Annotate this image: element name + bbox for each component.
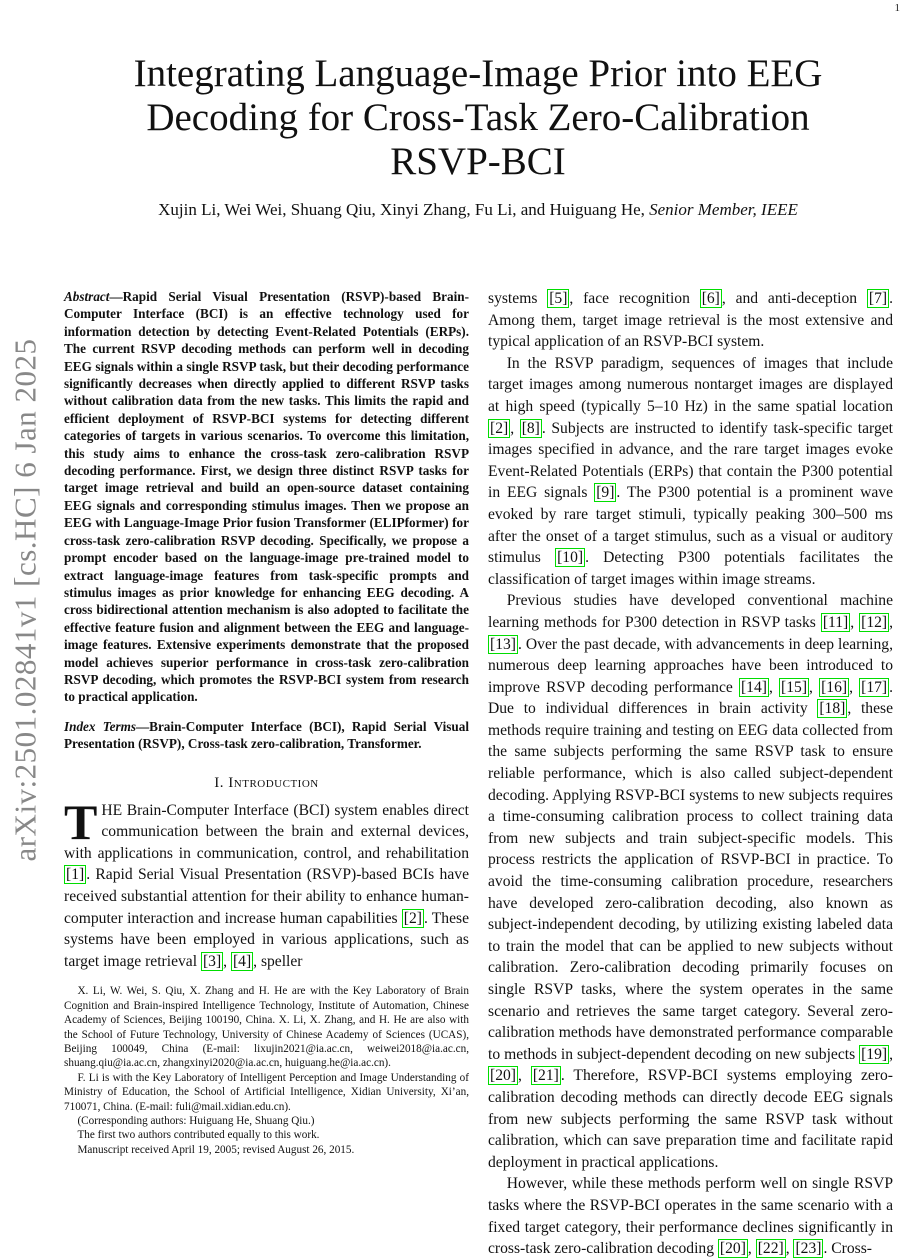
text-run: Previous studies have developed conventional machine learning methods for P300 detection in RSVP tasks xyxy=(488,592,893,631)
citation-link[interactable]: [5] xyxy=(549,290,568,307)
section-title: Introduction xyxy=(228,774,319,791)
text-run: . These systems have been employed in various applications, such as target image retrieval xyxy=(64,909,469,970)
citation-link[interactable]: [21] xyxy=(532,1067,559,1085)
text-run: . Detecting P300 potentials facilitates the classification of target images within image streams. xyxy=(488,549,893,588)
text-run: . Cross- xyxy=(823,1240,872,1258)
index-terms-label: Index Terms xyxy=(64,718,136,734)
text-run: , xyxy=(809,678,820,696)
citation-link[interactable]: [9] xyxy=(596,484,615,502)
citation-link[interactable]: [15] xyxy=(781,678,808,696)
footnote: (Corresponding authors: Huiguang He, Shuang Qiu.) xyxy=(77,1114,315,1127)
text-run: , face recognition xyxy=(569,290,700,307)
arxiv-stamp-text: arXiv:2501.02841v1 [cs.HC] 6 Jan 2025 xyxy=(8,338,43,862)
section-heading xyxy=(64,775,469,792)
text-run: , xyxy=(510,419,520,437)
footnote: F. Li is with the Key Laboratory of Intelligent Perception and Image Understanding of Ministry of Education, the School of Artificial Intelligence, Xidian University, Xi’an, 710071, China. (E-mail: fuli@mail.xidian.edu.cn). xyxy=(64,1071,469,1113)
title-line: Decoding for Cross-Task Zero-Calibration xyxy=(146,96,810,139)
text-run: In the RSVP paradigm, sequences of images that include target images among numerous nontarget images are displayed at high speed (typically 5–10 Hz) in the same spatial location xyxy=(488,354,893,415)
text-run: systems xyxy=(488,290,548,307)
footnotes xyxy=(64,984,469,1157)
body-paragraph xyxy=(488,1173,893,1259)
citation-link[interactable]: [2] xyxy=(403,909,422,927)
text-run: . Among them, target image retrieval is the most extensive and typical application of an RSVP-BCI system. xyxy=(488,290,893,351)
text-run: . Rapid Serial Visual Presentation (RSVP)-based BCIs have received substantial attention for their ability to enhance human-computer interaction and increase human capabilities xyxy=(64,866,469,927)
paper-title xyxy=(60,52,896,184)
left-column xyxy=(64,288,469,1157)
text-run: , xyxy=(850,613,860,631)
citation-link[interactable]: [17] xyxy=(861,678,888,696)
text-run: . The P300 potential is a prominent wave evoked by rare target stimuli, typically peaking 300–500 ms after the onset of a target stimulus, such as a visual or auditory stimulus xyxy=(488,484,893,567)
text-run: . Therefore, RSVP-BCI systems employing zero-calibration decoding methods can directly decode EEG signals from new subjects performing the same RSVP task without calibration, which can save preparation time and facilitate rapid deployment in practical applications. xyxy=(488,1067,893,1171)
text-run: , xyxy=(223,952,231,970)
index-terms-text: —Brain-Computer Interface (BCI), Rapid Serial Visual Presentation (RSVP), Cross-task zero-calibration, Transformer. xyxy=(64,718,469,752)
citation-link[interactable]: [20] xyxy=(490,1067,516,1085)
citation-link[interactable]: [14] xyxy=(740,678,767,696)
footnote: The first two authors contributed equally to this work. xyxy=(77,1129,320,1142)
arxiv-stamp xyxy=(4,320,48,880)
title-line: Integrating Language-Image Prior into EEG xyxy=(133,52,823,95)
text-run: , xyxy=(889,1045,893,1063)
author-list xyxy=(60,200,896,220)
citation-link[interactable]: [3] xyxy=(202,952,222,970)
citation-link[interactable]: [16] xyxy=(821,678,848,696)
text-run: , xyxy=(768,678,780,696)
body-paragraph xyxy=(488,288,893,353)
citation-link[interactable]: [7] xyxy=(868,290,888,307)
text-run: . Due to individual differences in brain activity xyxy=(488,678,894,718)
citation-link[interactable]: [22] xyxy=(757,1240,784,1258)
citation-link[interactable]: [6] xyxy=(701,290,720,307)
body-paragraph xyxy=(488,353,893,591)
text-run: , these methods require training and testing on EEG data collected from the same subjects performing the same RSVP task to ensure reliable performance, which is also called subject-dependent decoding. Applying RSVP-BCI systems to new subjects requires a time-consuming calibration process to collect training data from new subjects and train subject-specific models. This process restricts the application of RSVP-BCI in practice. To avoid the time-consuming calibration procedure, researchers have developed zero-calibration decoding, also known as subject-independent decoding, by utilizing existing labeled data to train the model that can be applied to new subjects without calibration. Zero-calibration decoding primarily focuses on single RSVP tasks, where the system operates in the same scenario and retrieves the same target category. Several zero-calibration methods have demonstrated performance comparable to methods in subject-dependent decoding on new subjects xyxy=(488,700,893,1063)
text-run: , xyxy=(849,678,860,696)
text-run: , speller xyxy=(253,952,303,970)
citation-link[interactable]: [18] xyxy=(819,700,846,718)
citation-link[interactable]: [13] xyxy=(490,635,516,653)
citation-link[interactable]: [23] xyxy=(795,1240,822,1258)
title-line: RSVP-BCI xyxy=(390,140,566,183)
citation-link[interactable]: [19] xyxy=(861,1045,888,1063)
author-membership: Senior Member, IEEE xyxy=(649,200,798,219)
abstract xyxy=(64,288,469,706)
footnote: X. Li, W. Wei, S. Qiu, X. Zhang and H. He are with the Key Laboratory of Brain Cognition and Brain-inspired Intelligence Technology, Institute of Automation, Chinese Academy of Sciences, Beijing 100190, China. X. Li, X. Zhang, and H. He are also with the School of Future Technology, University of Chinese Academy of Sciences (UCAS), Beijing 100049, China (E-mail: lixujin2021@ia.ac.cn, weiwei2018@ia.ac.cn, shuang.qiu@ia.ac.cn, zhangxinyi2020@ia.ac.cn, huiguang.he@ia.ac.cn). xyxy=(64,985,469,1070)
citation-link[interactable]: [8] xyxy=(521,419,540,437)
text-run: . Over the past decade, with advancements in deep learning, numerous deep learning approaches have been introduced to improve RSVP decoding performance xyxy=(488,635,893,696)
citation-link[interactable]: [4] xyxy=(232,952,252,970)
intro-paragraph xyxy=(64,793,469,973)
section-number: I. xyxy=(214,774,225,791)
text-run: , xyxy=(889,613,894,631)
citation-link[interactable]: [10] xyxy=(557,549,584,567)
text-run: . Subjects are instructed to identify task-specific target images specified in advance, and the rare target images evoke Event-Related Potentials (ERPs) that contain the P300 potential in EEG signals xyxy=(488,419,893,502)
author-names: Xujin Li, Wei Wei, Shuang Qiu, Xinyi Zhang, Fu Li, and Huiguang He, xyxy=(158,200,645,219)
right-column xyxy=(488,288,893,1260)
drop-cap: T xyxy=(64,793,98,850)
abstract-text: —Rapid Serial Visual Presentation (RSVP)-based Brain-Computer Interface (BCI) is an effective technology used for information detection by detecting Event-Related Potentials (ERPs). The current RSVP decoding methods can perform well in decoding EEG signals within a single RSVP task, but their decoding performance significantly decreases when directly applied to different RSVP tasks without calibration data from the new tasks. This limits the rapid and efficient deployment of RSVP-BCI systems for detecting different categories of targets in various scenarios. To overcome this limitation, this study aims to enhance the cross-task zero-calibration RSVP decoding performance. First, we design three distinct RSVP tasks for target image retrieval and build an open-source dataset containing EEG signals and corresponding stimulus images. Then we propose an EEG with Language-Image Prior fusion Transformer (ELIPformer) for cross-task zero-calibration RSVP decoding. Specifically, we propose a prompt encoder based on the language-image pre-trained model to extract language-image features from task-specific prompts and stimulus images as prior knowledge for enhancing EEG decoding. A cross bidirectional attention mechanism is also adopted to facilitate the effective feature fusion and alignment between the EEG and language-image features. Extensive experiments demonstrate that the proposed model achieves superior performance in cross-task zero-calibration RSVP decoding, which promotes the RSVP-BCI system from research to practical application. xyxy=(64,289,469,705)
index-terms xyxy=(64,718,469,753)
text-run: However, while these methods perform well on single RSVP tasks where the RSVP-BCI operates in the same scenario with a fixed target category, their performance declines significantly in cross-task zero-calibration decoding xyxy=(488,1175,893,1258)
footnote: Manuscript received April 19, 2005; revised August 26, 2015. xyxy=(77,1143,355,1156)
text-run: , xyxy=(517,1067,531,1085)
body-paragraph xyxy=(488,590,893,1173)
text-run: , xyxy=(785,1240,794,1258)
citation-link[interactable]: [12] xyxy=(861,613,888,631)
text-run: HE Brain-Computer Interface (BCI) system enables direct communication between the brain and external devices, with applications in communication, control, and rehabilitation xyxy=(64,801,469,862)
abstract-label: Abstract xyxy=(64,289,110,304)
citation-link[interactable]: [20] xyxy=(719,1240,746,1258)
text-run: , xyxy=(747,1240,756,1258)
page-number: 1 xyxy=(894,2,900,14)
citation-link[interactable]: [1] xyxy=(66,866,85,884)
citation-link[interactable]: [2] xyxy=(490,419,509,437)
citation-link[interactable]: [11] xyxy=(822,613,849,631)
text-run: , and anti-deception xyxy=(721,290,867,307)
intro-body xyxy=(64,793,469,973)
